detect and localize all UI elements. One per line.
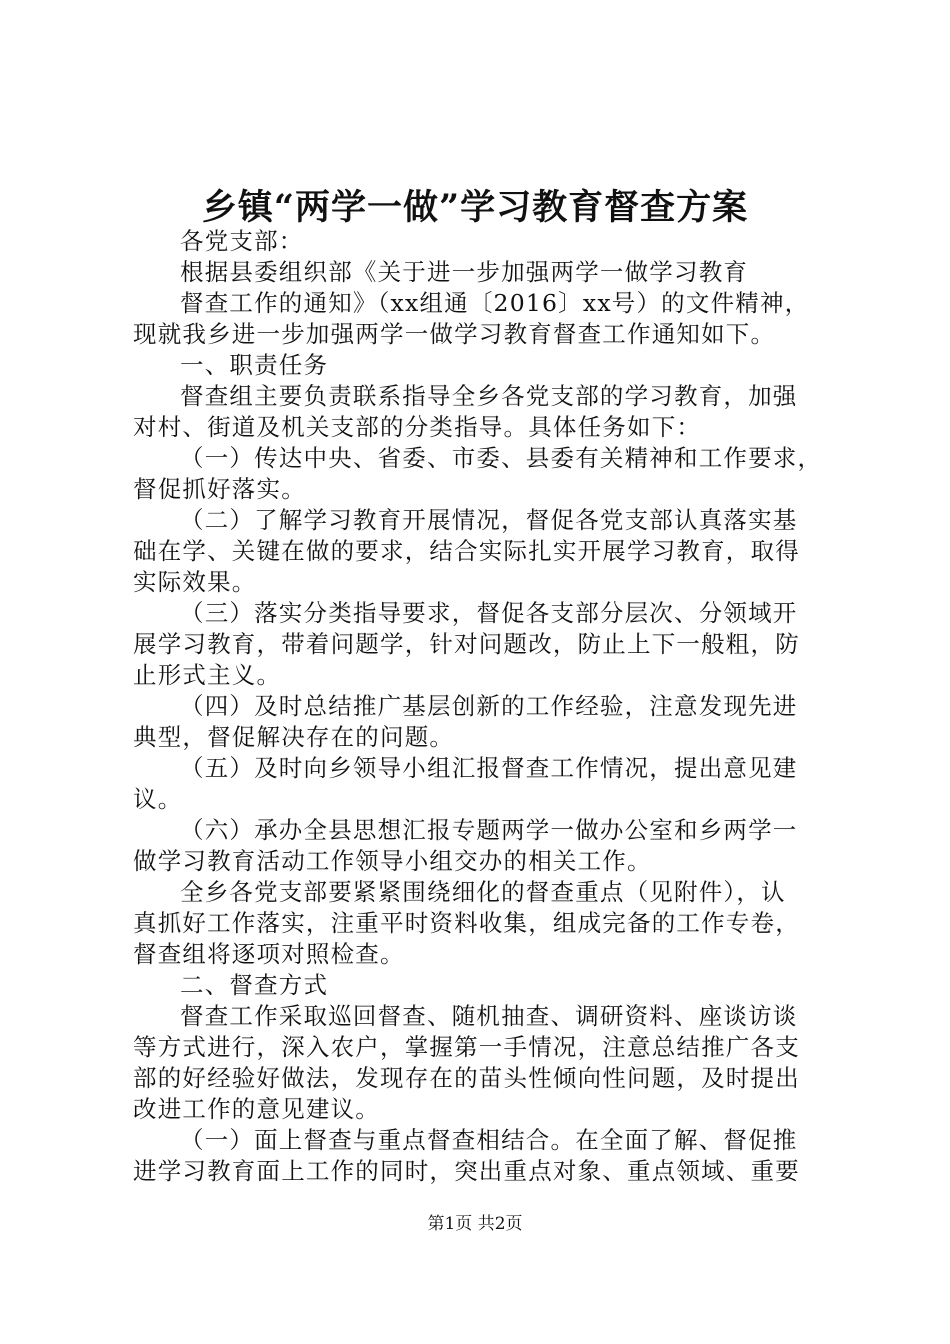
- body-line: 现就我乡进一步加强两学一做学习教育督查工作通知如下。: [133, 320, 776, 348]
- body-line: 改进工作的意见建议。: [133, 1095, 380, 1123]
- body-line: （三）落实分类指导要求，督促各支部分层次、分领域开: [180, 599, 798, 627]
- body-line: （一）传达中央、省委、市委、县委有关精神和工作要求，: [180, 444, 823, 472]
- body-line: 做学习教育活动工作领导小组交办的相关工作。: [133, 847, 652, 875]
- body-line: 止形式主义。: [133, 661, 282, 689]
- body-line: （六）承办全县思想汇报专题两学一做办公室和乡两学一: [180, 816, 798, 844]
- body-line: 全乡各党支部要紧紧围绕细化的督查重点（见附件），认: [180, 878, 786, 906]
- body-line: 督查工作采取巡回督查、随机抽查、调研资料、座谈访谈: [180, 1002, 798, 1030]
- body-line: 督查工作的通知》（xx组通〔2016〕xx号）的文件精神，: [180, 289, 810, 317]
- body-line: （五）及时向乡领导小组汇报督查工作情况，提出意见建: [180, 754, 798, 782]
- body-line: （四）及时总结推广基层创新的工作经验，注意发现先进: [180, 692, 798, 720]
- body-line: 实际效果。: [133, 568, 257, 596]
- body-line: （二）了解学习教育开展情况，督促各党支部认真落实基: [180, 506, 798, 534]
- document-title: 乡镇“两学一做”学习教育督查方案: [201, 187, 749, 228]
- body-line: 进学习教育面上工作的同时，突出重点对象、重点领域、重要: [133, 1157, 800, 1185]
- body-line: 典型，督促解决存在的问题。: [133, 723, 455, 751]
- body-line: 对村、街道及机关支部的分类指导。具体任务如下：: [133, 413, 702, 441]
- body-line: （一）面上督查与重点督查相结合。在全面了解、督促推: [180, 1126, 798, 1154]
- body-line: 督促抓好落实。: [133, 475, 306, 503]
- body-line: 础在学、关键在做的要求，结合实际扎实开展学习教育，取得: [133, 537, 800, 565]
- body-line: 展学习教育，带着问题学，针对问题改，防止上下一般粗，防: [133, 630, 800, 658]
- body-line: 根据县委组织部《关于进一步加强两学一做学习教育: [180, 258, 749, 286]
- page-number-footer: 第1页 共2页: [427, 1214, 523, 1234]
- section-heading: 二、督查方式: [180, 971, 329, 999]
- body-line: 部的好经验好做法，发现存在的苗头性倾向性问题，及时提出: [133, 1064, 800, 1092]
- body-line: 议。: [133, 785, 183, 813]
- body-line: 等方式进行，深入农户，掌握第一手情况，注意总结推广各支: [133, 1033, 800, 1061]
- section-heading: 一、职责任务: [180, 351, 329, 379]
- body-line: 督查组主要负责联系指导全乡各党支部的学习教育，加强: [180, 382, 798, 410]
- body-line: 督查组将逐项对照检查。: [133, 940, 405, 968]
- body-line: 各党支部：: [180, 227, 304, 255]
- body-line: 真抓好工作落实，注重平时资料收集，组成完备的工作专卷，: [133, 909, 800, 937]
